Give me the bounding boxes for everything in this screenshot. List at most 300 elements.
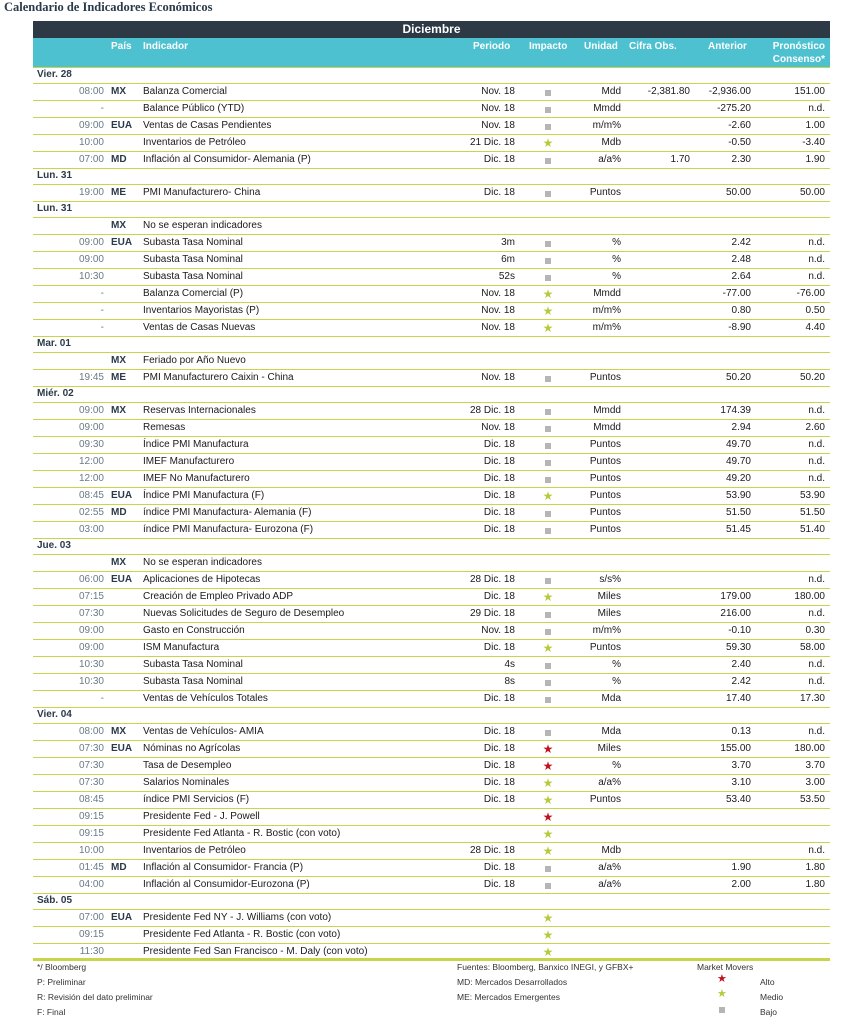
indicator-cell: Feriado por Año Nuevo — [143, 355, 246, 366]
col-pronostico-line1: Pronóstico — [772, 41, 825, 52]
impact-medium-star-icon: ★ — [542, 793, 554, 807]
time-cell: 08:45 — [78, 794, 104, 805]
day-header-row — [33, 894, 830, 910]
time-cell: 08:00 — [78, 726, 104, 737]
period-cell: Dic. 18 — [483, 473, 515, 484]
indicator-cell: Balance Público (YTD) — [143, 103, 245, 114]
previous-value-cell: 49.20 — [725, 473, 751, 484]
previous-value-cell: 2.40 — [731, 659, 751, 670]
period-cell: Dic. 18 — [483, 490, 515, 501]
table-row — [33, 101, 830, 118]
unit-cell: Puntos — [589, 642, 621, 653]
forecast-cell: 51.40 — [799, 524, 825, 535]
unit-cell: Mda — [601, 693, 621, 704]
day-header-row — [33, 68, 830, 84]
indicator-cell: IMEF Manufacturero — [143, 456, 235, 467]
period-cell: Dic. 18 — [483, 726, 515, 737]
previous-value-cell: 49.70 — [725, 439, 751, 450]
time-cell: 04:00 — [78, 879, 104, 890]
period-cell: 6m — [501, 254, 515, 265]
period-cell: Dic. 18 — [483, 879, 515, 890]
impact-medium-star-icon: ★ — [542, 590, 554, 604]
indicator-cell: Ventas de Vehículos Totales — [143, 693, 268, 704]
forecast-cell: n.d. — [808, 676, 825, 687]
table-row — [33, 235, 830, 252]
previous-value-cell: 50.20 — [725, 372, 751, 383]
note-md: MD: Mercados Desarrollados — [457, 977, 568, 987]
period-cell: Nov. 18 — [481, 422, 515, 433]
time-cell: 10:00 — [78, 845, 104, 856]
period-cell: Nov. 18 — [481, 372, 515, 383]
table-row — [33, 320, 830, 337]
unit-cell: Puntos — [589, 187, 621, 198]
col-anterior: Anterior — [708, 41, 747, 52]
country-cell: EUA — [111, 574, 133, 585]
forecast-cell: 50.00 — [799, 187, 825, 198]
previous-value-cell: 155.00 — [720, 743, 751, 754]
table-row — [33, 809, 830, 826]
indicator-cell: Presidente Fed San Francisco - M. Daly (con voto) — [143, 946, 368, 957]
unit-cell: Mmdd — [593, 288, 621, 299]
period-cell: 28 Dic. 18 — [469, 405, 515, 416]
time-cell: 07:30 — [78, 743, 104, 754]
indicator-cell: Inflación al Consumidor-Eurozona (P) — [143, 879, 310, 890]
period-cell: 52s — [498, 271, 515, 282]
impact-low-square-icon — [538, 153, 558, 167]
table-row — [33, 758, 830, 775]
unit-cell: Mdb — [601, 137, 621, 148]
forecast-cell: 0.50 — [805, 305, 825, 316]
previous-value-cell: 51.50 — [725, 507, 751, 518]
time-cell: 07:30 — [78, 608, 104, 619]
forecast-cell: n.d. — [808, 271, 825, 282]
period-cell: 3m — [501, 237, 515, 248]
period-cell: Nov. 18 — [481, 322, 515, 333]
impact-medium-star-icon: ★ — [542, 911, 554, 925]
period-cell: Nov. 18 — [481, 305, 515, 316]
period-cell: Nov. 18 — [481, 103, 515, 114]
note-final: F: Final — [37, 1007, 66, 1017]
time-cell: 09:15 — [78, 828, 104, 839]
previous-value-cell: 1.90 — [731, 862, 751, 873]
table-row — [33, 724, 830, 741]
time-cell: 11:30 — [79, 946, 104, 957]
time-cell: 09:00 — [78, 625, 104, 636]
note-me: ME: Mercados Emergentes — [457, 992, 560, 1002]
previous-value-cell: -0.50 — [728, 137, 751, 148]
previous-value-cell: 3.10 — [731, 777, 751, 788]
unit-cell: Puntos — [589, 524, 621, 535]
time-cell: 12:00 — [78, 456, 104, 467]
indicator-cell: Presidente Fed Atlanta - R. Bostic (con voto) — [143, 929, 341, 940]
legend-alto: Alto — [760, 977, 775, 987]
period-cell: 28 Dic. 18 — [469, 845, 515, 856]
impact-medium-star-icon: ★ — [542, 641, 554, 655]
forecast-cell: 58.00 — [799, 642, 825, 653]
period-cell: Dic. 18 — [483, 524, 515, 535]
previous-value-cell: 2.00 — [731, 879, 751, 890]
forecast-cell: 4.40 — [805, 322, 825, 333]
indicator-cell: Salarios Nominales — [143, 777, 230, 788]
note-preliminar: P: Preliminar — [37, 977, 86, 987]
table-row — [33, 505, 830, 522]
unit-cell: Miles — [597, 743, 621, 754]
previous-value-cell: 216.00 — [720, 608, 751, 619]
previous-value-cell: 2.42 — [731, 237, 751, 248]
time-cell: 09:15 — [78, 811, 104, 822]
forecast-cell: n.d. — [808, 845, 825, 856]
country-cell: MD — [111, 507, 127, 518]
country-cell: MX — [111, 355, 126, 366]
period-cell: Dic. 18 — [483, 507, 515, 518]
indicator-cell: IMEF No Manufacturero — [143, 473, 250, 484]
previous-value-cell: 59.30 — [725, 642, 751, 653]
period-cell: 29 Dic. 18 — [469, 608, 515, 619]
country-cell: MX — [111, 726, 126, 737]
previous-value-cell: 2.42 — [731, 676, 751, 687]
period-cell: Dic. 18 — [483, 794, 515, 805]
impact-low-square-icon — [538, 404, 558, 418]
unit-cell: Puntos — [589, 473, 621, 484]
forecast-cell: 180.00 — [794, 591, 825, 602]
time-cell: 19:00 — [78, 187, 104, 198]
time-cell: 03:00 — [78, 524, 104, 535]
impact-medium-star-icon: ★ — [542, 136, 554, 150]
impact-low-square-icon — [538, 85, 558, 99]
time-cell: 01:45 — [78, 862, 104, 873]
table-row — [33, 135, 830, 152]
legend-high-star-icon: ★ — [717, 973, 727, 985]
table-row — [33, 623, 830, 640]
country-cell: EUA — [111, 120, 133, 131]
indicator-cell: Creación de Empleo Privado ADP — [143, 591, 294, 602]
table-row — [33, 775, 830, 792]
indicator-cell: Nóminas no Agrícolas — [143, 743, 241, 754]
time-cell: 10:00 — [78, 137, 104, 148]
forecast-cell: n.d. — [808, 405, 825, 416]
time-cell: 08:00 — [78, 86, 104, 97]
previous-value-cell: 3.70 — [731, 760, 751, 771]
indicator-cell: Remesas — [143, 422, 186, 433]
table-row — [33, 826, 830, 843]
impact-medium-star-icon: ★ — [542, 928, 554, 942]
indicator-cell: Subasta Tasa Nominal — [143, 659, 243, 670]
unit-cell: Puntos — [589, 794, 621, 805]
forecast-cell: 1.80 — [805, 879, 825, 890]
unit-cell: m/m% — [592, 322, 621, 333]
previous-value-cell: 179.00 — [720, 591, 751, 602]
unit-cell: Puntos — [589, 439, 621, 450]
period-cell: Dic. 18 — [483, 591, 515, 602]
time-cell: 07:30 — [78, 777, 104, 788]
forecast-cell: 2.60 — [805, 422, 825, 433]
previous-value-cell: -0.10 — [728, 625, 751, 636]
table-row — [33, 843, 830, 860]
previous-value-cell: 2.94 — [731, 422, 751, 433]
column-header-row — [33, 38, 830, 68]
indicator-cell: No se esperan indicadores — [143, 557, 262, 568]
legend-bajo: Bajo — [760, 1007, 778, 1017]
table-row — [33, 657, 830, 674]
unit-cell: a/a% — [598, 154, 621, 165]
impact-low-square-icon — [538, 421, 558, 435]
table-row — [33, 589, 830, 606]
day-label: Lun. 31 — [37, 203, 73, 214]
table-row — [33, 741, 830, 758]
unit-cell: % — [612, 271, 621, 282]
impact-medium-star-icon: ★ — [542, 776, 554, 790]
previous-value-cell: 0.80 — [731, 305, 751, 316]
impact-low-square-icon — [538, 607, 558, 621]
country-cell: MX — [111, 405, 126, 416]
indicator-cell: Ventas de Casas Nuevas — [143, 322, 256, 333]
forecast-cell: 1.00 — [805, 120, 825, 131]
period-cell: Dic. 18 — [483, 642, 515, 653]
day-label: Jue. 03 — [37, 540, 71, 551]
previous-value-cell: 17.40 — [725, 693, 751, 704]
unit-cell: % — [612, 254, 621, 265]
impact-low-square-icon — [538, 573, 558, 587]
day-header-row — [33, 708, 830, 724]
impact-low-square-icon — [538, 506, 558, 520]
note-fuentes: Fuentes: Bloomberg, Banxico INEGI, y GFBX+ — [457, 962, 634, 972]
forecast-cell: n.d. — [808, 456, 825, 467]
impact-medium-star-icon: ★ — [542, 827, 554, 841]
period-cell: 28 Dic. 18 — [469, 574, 515, 585]
unit-cell: Puntos — [589, 372, 621, 383]
impact-low-square-icon — [538, 186, 558, 200]
period-cell: Nov. 18 — [481, 120, 515, 131]
time-cell: 09:00 — [78, 642, 104, 653]
time-cell: 09:15 — [78, 929, 104, 940]
unit-cell: Puntos — [589, 507, 621, 518]
table-row — [33, 185, 830, 202]
impact-low-square-icon — [538, 624, 558, 638]
period-cell: 21 Dic. 18 — [469, 137, 515, 148]
day-label: Mar. 01 — [37, 338, 71, 349]
time-cell: 09:00 — [78, 254, 104, 265]
col-indicador: Indicador — [143, 41, 189, 52]
forecast-cell: n.d. — [808, 608, 825, 619]
table-row — [33, 437, 830, 454]
country-cell: MX — [111, 220, 126, 231]
table-row — [33, 370, 830, 387]
period-cell: Dic. 18 — [483, 743, 515, 754]
country-cell: EUA — [111, 743, 133, 754]
forecast-cell: 0.30 — [805, 625, 825, 636]
period-cell: 4s — [504, 659, 515, 670]
calendar-table — [33, 21, 830, 961]
period-cell: Dic. 18 — [483, 760, 515, 771]
indicator-cell: Ventas de Casas Pendientes — [143, 120, 272, 131]
legend-medio: Medio — [760, 992, 784, 1002]
day-header-row — [33, 169, 830, 185]
indicator-cell: Inflación al Consumidor- Alemania (P) — [143, 154, 311, 165]
indicator-cell: Nuevas Solicitudes de Seguro de Desempleo — [143, 608, 345, 619]
time-cell: 10:30 — [78, 271, 104, 282]
forecast-cell: 53.90 — [799, 490, 825, 501]
previous-value-cell: 2.30 — [731, 154, 751, 165]
impact-low-square-icon — [538, 236, 558, 250]
impact-medium-star-icon: ★ — [542, 489, 554, 503]
country-cell: MX — [111, 86, 126, 97]
time-cell: 02:55 — [78, 507, 104, 518]
day-label: Lun. 31 — [37, 170, 73, 181]
unit-cell: a/a% — [598, 777, 621, 788]
table-row — [33, 910, 830, 927]
forecast-cell: n.d. — [808, 237, 825, 248]
table-row — [33, 555, 830, 572]
unit-cell: s/s% — [599, 574, 621, 585]
impact-low-square-icon — [538, 861, 558, 875]
forecast-cell: 1.80 — [805, 862, 825, 873]
unit-cell: a/a% — [598, 862, 621, 873]
table-row — [33, 303, 830, 320]
forecast-cell: 51.50 — [799, 507, 825, 518]
table-row — [33, 252, 830, 269]
unit-cell: Mmdd — [593, 103, 621, 114]
table-row — [33, 420, 830, 437]
period-cell: Dic. 18 — [483, 862, 515, 873]
impact-low-square-icon — [538, 692, 558, 706]
forecast-cell: n.d. — [808, 726, 825, 737]
impact-medium-star-icon: ★ — [542, 321, 554, 335]
forecast-cell: -3.40 — [802, 137, 825, 148]
indicator-cell: índice PMI Servicios (F) — [143, 794, 250, 805]
indicator-cell: No se esperan indicadores — [143, 220, 262, 231]
previous-value-cell: 174.39 — [720, 405, 751, 416]
page-title: Calendario de Indicadores Económicos — [4, 0, 213, 14]
indicator-cell: Balanza Comercial (P) — [143, 288, 244, 299]
observed-value-cell: 1.70 — [670, 154, 690, 165]
time-cell: 09:00 — [78, 237, 104, 248]
period-cell: Dic. 18 — [483, 456, 515, 467]
period-cell: Dic. 18 — [483, 154, 515, 165]
forecast-cell: 1.90 — [805, 154, 825, 165]
indicator-cell: Presidente Fed - J. Powell — [143, 811, 260, 822]
previous-value-cell: 53.40 — [725, 794, 751, 805]
impact-low-square-icon — [538, 455, 558, 469]
col-cifra: Cifra Obs. — [629, 41, 677, 52]
indicator-cell: Inventarios Mayoristas (P) — [143, 305, 260, 316]
impact-medium-star-icon: ★ — [542, 304, 554, 318]
table-row — [33, 522, 830, 539]
indicator-cell: Inventarios de Petróleo — [143, 137, 246, 148]
day-label: Sáb. 05 — [37, 895, 73, 906]
day-header-row — [33, 539, 830, 555]
impact-medium-star-icon: ★ — [542, 287, 554, 301]
previous-value-cell: 2.64 — [731, 271, 751, 282]
previous-value-cell: 53.90 — [725, 490, 751, 501]
impact-low-square-icon — [538, 472, 558, 486]
time-cell: 09:30 — [78, 439, 104, 450]
forecast-cell: n.d. — [808, 574, 825, 585]
unit-cell: Mmdd — [593, 422, 621, 433]
period-cell: Nov. 18 — [481, 625, 515, 636]
indicator-cell: Subasta Tasa Nominal — [143, 676, 243, 687]
indicator-cell: Aplicaciones de Hipotecas — [143, 574, 261, 585]
unit-cell: % — [612, 676, 621, 687]
indicator-cell: Ventas de Vehículos- AMIA — [143, 726, 264, 737]
indicator-cell: Tasa de Desempleo — [143, 760, 232, 771]
time-cell: 09:00 — [78, 422, 104, 433]
table-row — [33, 118, 830, 135]
note-revision: R: Revisión del dato preliminar — [37, 992, 153, 1002]
unit-cell: m/m% — [592, 120, 621, 131]
table-row — [33, 640, 830, 657]
period-cell: Dic. 18 — [483, 187, 515, 198]
time-cell: 19:45 — [78, 372, 104, 383]
country-cell: ME — [111, 372, 126, 383]
impact-low-square-icon — [538, 119, 558, 133]
indicator-cell: ISM Manufactura — [143, 642, 220, 653]
month-header: Diciembre — [33, 21, 830, 38]
indicator-cell: Inventarios de Petróleo — [143, 845, 246, 856]
unit-cell: % — [612, 659, 621, 670]
time-cell: 08:45 — [78, 490, 104, 501]
indicator-cell: índice PMI Manufactura- Alemania (F) — [143, 507, 312, 518]
forecast-cell: -76.00 — [796, 288, 825, 299]
col-pais: País — [111, 41, 132, 52]
indicator-cell: Presidente Fed NY - J. Williams (con voto) — [143, 912, 332, 923]
table-row — [33, 860, 830, 877]
indicator-cell: PMI Manufacturero- China — [143, 187, 261, 198]
country-cell: MD — [111, 862, 127, 873]
impact-low-square-icon — [538, 438, 558, 452]
indicator-cell: PMI Manufacturero Caixin - China — [143, 372, 294, 383]
day-label: Vier. 28 — [37, 69, 72, 80]
previous-value-cell: 0.13 — [731, 726, 751, 737]
col-pronostico-line2: Consenso* — [772, 54, 825, 65]
legend-low-square-icon — [719, 1004, 725, 1016]
impact-high-star-icon: ★ — [542, 759, 554, 773]
impact-low-square-icon — [538, 102, 558, 116]
indicator-cell: Subasta Tasa Nominal — [143, 271, 243, 282]
country-cell: EUA — [111, 490, 133, 501]
unit-cell: Mdb — [601, 845, 621, 856]
observed-value-cell: -2,381.80 — [647, 86, 690, 97]
forecast-cell: 3.70 — [805, 760, 825, 771]
table-row — [33, 877, 830, 894]
unit-cell: m/m% — [592, 625, 621, 636]
table-row — [33, 572, 830, 589]
indicator-cell: Reservas Internacionales — [143, 405, 256, 416]
unit-cell: Mda — [601, 726, 621, 737]
indicator-cell: Índice PMI Manufactura — [143, 439, 249, 450]
col-periodo: Periodo — [473, 41, 511, 52]
impact-low-square-icon — [538, 371, 558, 385]
impact-low-square-icon — [538, 675, 558, 689]
table-body — [33, 68, 830, 961]
table-row — [33, 674, 830, 691]
time-cell: 10:30 — [78, 676, 104, 687]
table-row — [33, 454, 830, 471]
forecast-cell: n.d. — [808, 659, 825, 670]
country-cell: EUA — [111, 912, 133, 923]
impact-high-star-icon: ★ — [542, 810, 554, 824]
legend-medium-star-icon: ★ — [717, 988, 727, 1000]
table-row — [33, 606, 830, 623]
unit-cell: Miles — [597, 608, 621, 619]
forecast-cell: 180.00 — [794, 743, 825, 754]
period-cell: Nov. 18 — [481, 288, 515, 299]
forecast-cell: 50.20 — [799, 372, 825, 383]
impact-low-square-icon — [538, 725, 558, 739]
forecast-cell: 3.00 — [805, 777, 825, 788]
impact-low-square-icon — [538, 253, 558, 267]
period-cell: Dic. 18 — [483, 777, 515, 788]
country-cell: MX — [111, 557, 126, 568]
